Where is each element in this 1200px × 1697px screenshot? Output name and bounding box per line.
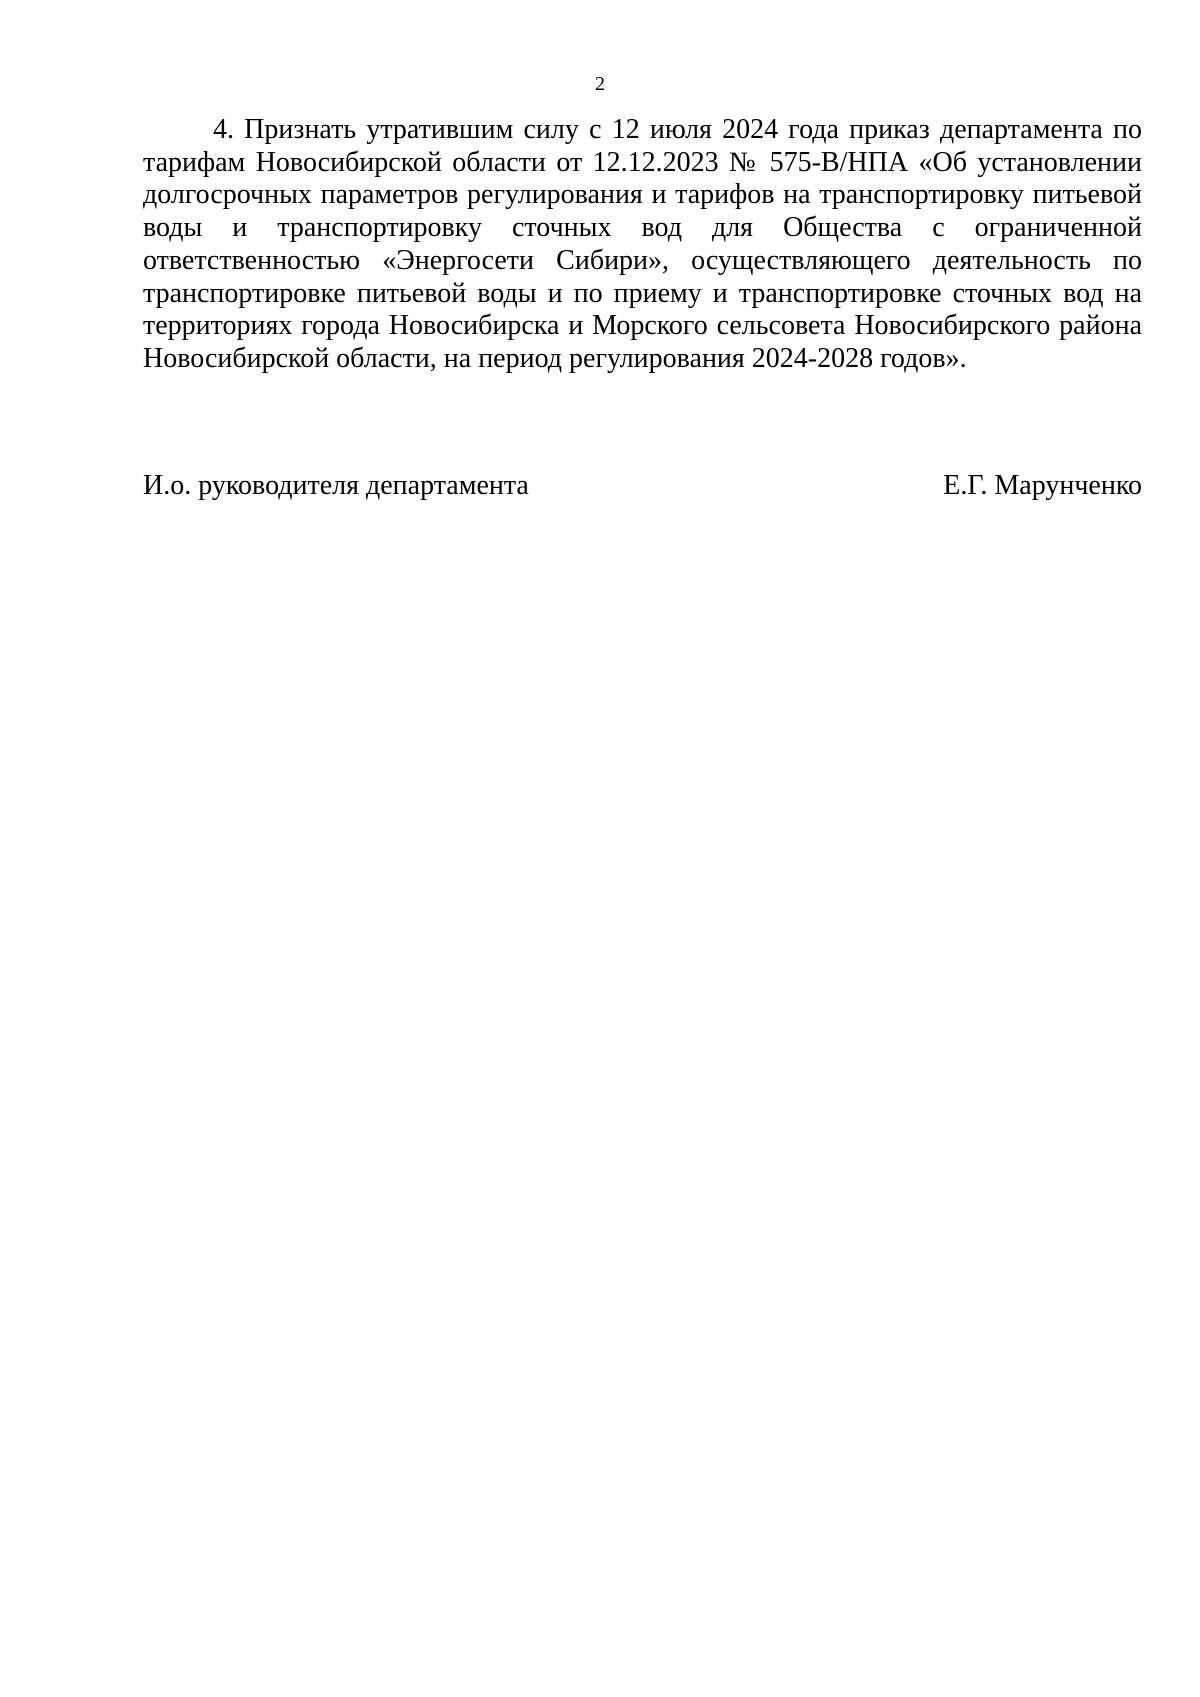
paragraph-4: 4. Признать утратившим силу с 12 июля 2024 года приказ департамента по тарифам Новосибирской области от 12.12.2023 № 575-В/НПА «Об установлении долгосрочных параметров регулирования и тарифов на транспортировку питьевой воды и транспортировку сточных вод для Общества с ограниченной ответственностью «Энергосети Сибири», осуществляющего деятельность по транспортировке питьевой воды и по приему и транспортировке сточных вод на территориях города Новосибирска и Морского сельсовета Новосибирского района Новосибирской области, на период регулирования 2024-2028 годов».	[143, 114, 1142, 374]
signature-block	[143, 470, 1142, 502]
page-number: 2	[595, 73, 605, 95]
signatory-name: Е.Г. Марунченко	[943, 470, 1142, 501]
signatory-position: И.о. руководителя департамента	[143, 470, 529, 501]
